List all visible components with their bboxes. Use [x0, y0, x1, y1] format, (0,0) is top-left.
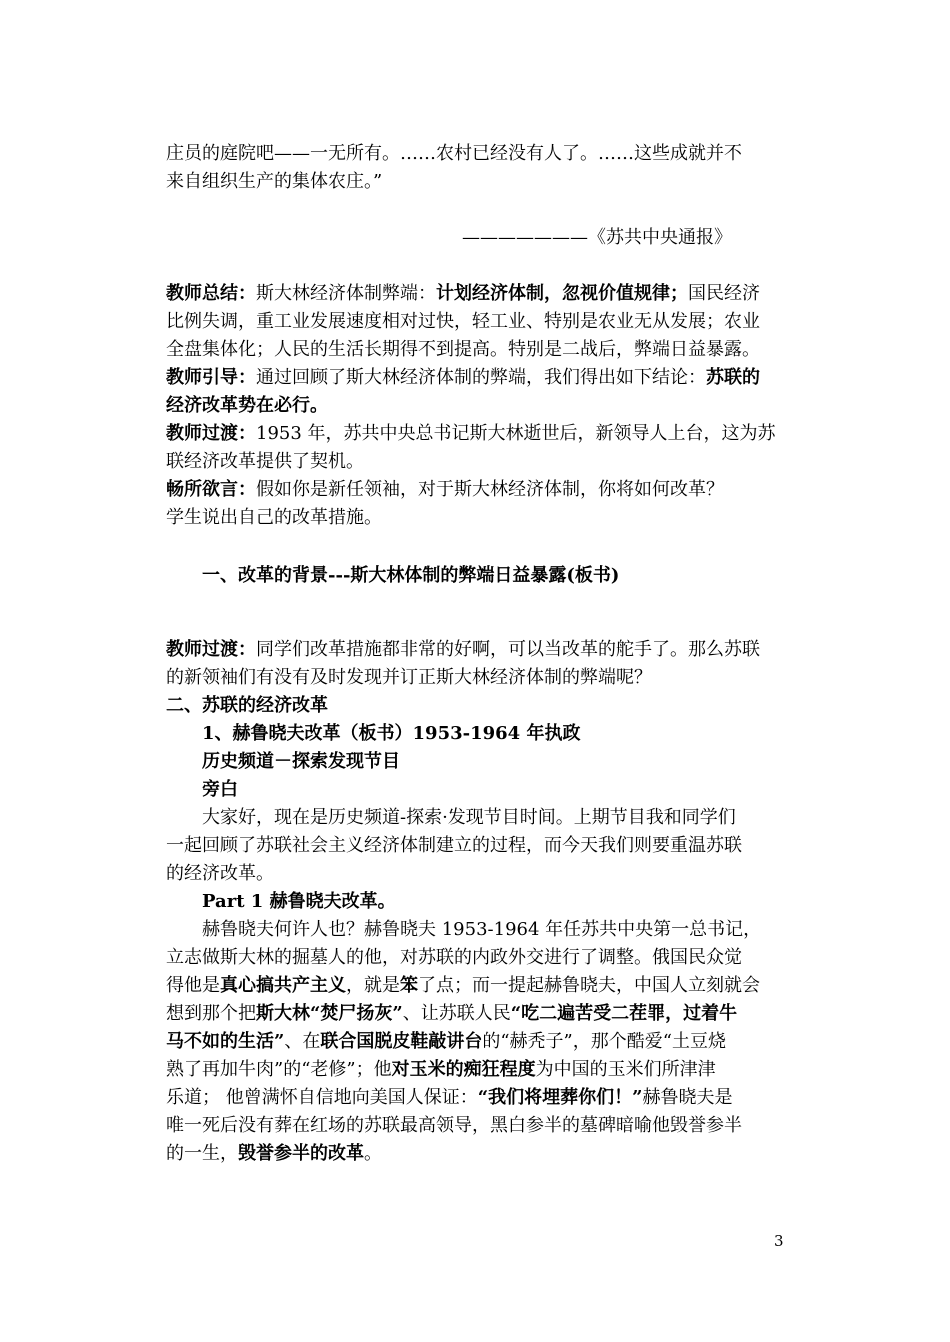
- text-line: [202, 776, 822, 804]
- text-span: 比例失调，重工业发展速度相对过快，轻工业、特别是农业无从发展；农业: [166, 311, 760, 332]
- text-line: [202, 748, 822, 776]
- text-span: 学生说出自己的改革措施。: [166, 507, 382, 528]
- text-span: 唯一死后没有葬在红场的苏联最高领导，黑白参半的墓碑暗喻他毁誉参半: [166, 1115, 742, 1136]
- text-span: 的“赫秃子”，那个酷爱“土豆烧: [482, 1031, 726, 1052]
- text-span: 赫鲁晓夫是: [642, 1087, 733, 1108]
- bold-text-span: 毁誉参半的改革: [238, 1143, 364, 1164]
- bold-text-span: 畅所欲言：: [166, 479, 256, 500]
- bold-text-span: 计划经济体制，忽视价值规律；: [436, 283, 688, 304]
- text-span: ，就是: [346, 975, 400, 996]
- text-span: 大家好，现在是历史频道-探索·发现节目时间。上期节目我和同学们: [202, 807, 736, 828]
- text-line: [166, 504, 786, 532]
- bold-text-span: Part 1 赫鲁晓夫改革。: [202, 891, 396, 912]
- text-span: 来自组织生产的集体农庄。”: [166, 171, 383, 192]
- bold-text-span: 斯大林“焚尸扬灰”: [256, 1003, 403, 1024]
- bold-text-span: “我们将埋葬你们！”: [477, 1087, 643, 1108]
- text-line: [166, 364, 786, 392]
- bold-text-span: 马不如的生活”: [166, 1031, 285, 1052]
- text-line: [166, 1056, 786, 1084]
- text-span: 熟了再加牛肉”的“老修”；他: [166, 1059, 392, 1080]
- text-span: 为中国的玉米们所津津: [535, 1059, 716, 1080]
- text-line: [166, 1112, 786, 1140]
- text-line: [202, 720, 822, 748]
- text-line: [166, 1000, 786, 1028]
- text-span: 立志做斯大林的掘墓人的他，对苏联的内政外交进行了调整。俄国民众觉: [166, 947, 742, 968]
- text-line: [202, 562, 822, 590]
- text-span: 一起回顾了苏联社会主义经济体制建立的过程，而今天我们则要重温苏联: [166, 835, 742, 856]
- text-span: 庄员的庭院吧——一无所有。……农村已经没有人了。……这些成就并不: [166, 143, 742, 164]
- text-span: 全盘集体化；人民的生活长期得不到提高。特别是二战后，弊端日益暴露。: [166, 339, 760, 360]
- bold-text-span: 旁白: [202, 779, 238, 800]
- text-span: 了点；而一提起赫鲁晓夫，中国人立刻就会: [418, 975, 760, 996]
- bold-text-span: 教师过渡：: [166, 423, 256, 444]
- text-span: 赫鲁晓夫何许人也？赫鲁晓夫 1953-1964 年任苏共中央第一总书记，: [202, 919, 762, 940]
- text-span: 。: [364, 1143, 382, 1164]
- text-line: [166, 168, 786, 196]
- text-span: 国民经济: [688, 283, 760, 304]
- text-line: [166, 280, 786, 308]
- text-line: [166, 140, 786, 168]
- bold-text-span: 历史频道－探索发现节目: [202, 751, 400, 772]
- text-line: [166, 1084, 786, 1112]
- text-line: [166, 832, 786, 860]
- text-span: 、让苏联人民: [402, 1003, 511, 1024]
- bold-text-span: 笨: [400, 975, 418, 996]
- text-line: [166, 448, 786, 476]
- bold-text-span: 二、苏联的经济改革: [166, 695, 328, 716]
- text-line: [166, 1028, 786, 1056]
- text-line: [166, 308, 786, 336]
- bold-text-span: 教师过渡：: [166, 639, 256, 660]
- bold-text-span: 经济改革势在必行。: [166, 395, 328, 416]
- text-line: [166, 392, 786, 420]
- text-line: [166, 972, 786, 1000]
- text-span: 1953 年，苏共中央总书记斯大林逝世后，新领导人上台，这为苏: [256, 423, 776, 444]
- text-line: [166, 860, 786, 888]
- text-line: [166, 336, 786, 364]
- bold-text-span: “吃二遍苦受二茬罪，过着牛: [510, 1003, 738, 1024]
- text-line: [166, 692, 786, 720]
- text-span: 得他是: [166, 975, 220, 996]
- text-span: 同学们改革措施都非常的好啊，可以当改革的舵手了。那么苏联: [256, 639, 760, 660]
- text-line: [166, 636, 786, 664]
- bold-text-span: 苏联的: [706, 367, 760, 388]
- text-span: 、在: [284, 1031, 321, 1052]
- text-line: [166, 944, 786, 972]
- bold-text-span: 真心搞共产主义: [220, 975, 346, 996]
- bold-text-span: 对玉米的痴狂程度: [391, 1059, 536, 1080]
- text-line: [202, 804, 822, 832]
- text-line: [202, 916, 822, 944]
- page-number: 3: [774, 1232, 784, 1250]
- text-line: [166, 476, 786, 504]
- bold-text-span: 教师总结：: [166, 283, 256, 304]
- text-span: 斯大林经济体制弊端：: [256, 283, 436, 304]
- text-span: 的一生，: [166, 1143, 238, 1164]
- bold-text-span: 联合国脱皮鞋敲讲台: [320, 1031, 483, 1052]
- text-span: 的新领袖们有没有及时发现并订正斯大林经济体制的弊端呢？: [166, 667, 652, 688]
- text-span: 联经济改革提供了契机。: [166, 451, 364, 472]
- text-span: ———————《苏共中央通报》: [462, 227, 732, 248]
- text-line: [462, 224, 950, 252]
- text-span: 通过回顾了斯大林经济体制的弊端，我们得出如下结论：: [256, 367, 706, 388]
- bold-text-span: 教师引导：: [166, 367, 256, 388]
- text-span: 假如你是新任领袖，对于斯大林经济体制，你将如何改革？: [256, 479, 724, 500]
- text-line: [166, 1140, 786, 1168]
- bold-text-span: 1、赫鲁晓夫改革（板书）1953-1964 年执政: [202, 723, 581, 744]
- text-line: [202, 888, 822, 916]
- text-span: 的经济改革。: [166, 863, 274, 884]
- text-line: [166, 420, 786, 448]
- text-span: 想到那个把: [166, 1003, 256, 1024]
- bold-text-span: 一、改革的背景---斯大林体制的弊端日益暴露(板书): [202, 565, 620, 586]
- text-span: 乐道； 他曾满怀自信地向美国人保证：: [166, 1087, 478, 1108]
- text-line: [166, 664, 786, 692]
